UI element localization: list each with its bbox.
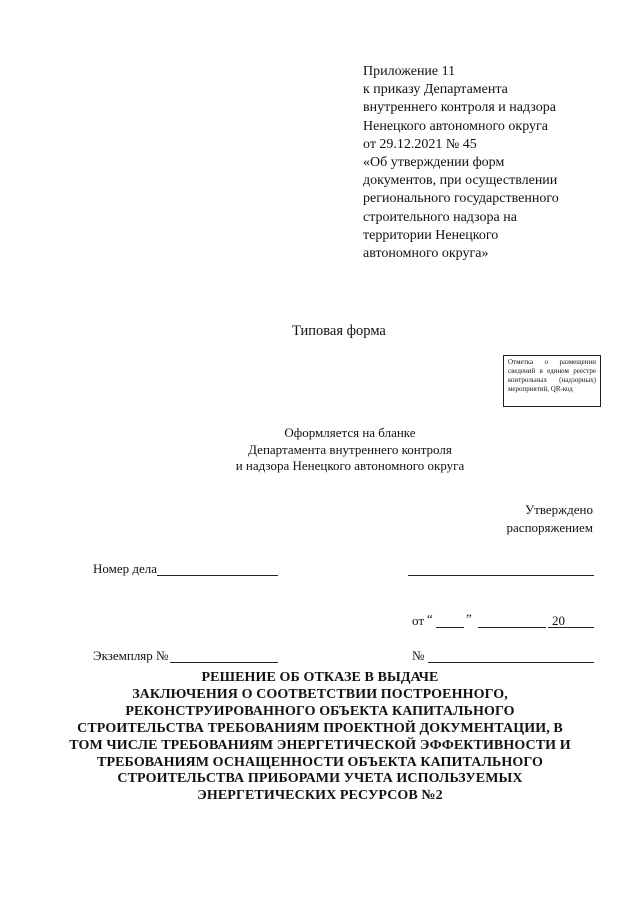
case-number-label: Номер дела xyxy=(93,561,158,576)
approved-line: Утверждено xyxy=(524,502,593,517)
approved-block xyxy=(470,501,593,536)
letterhead-line: и надзора Ненецкого автономного округа xyxy=(235,458,465,473)
appendix-line: «Об утверждении форм xyxy=(363,155,505,171)
appendix-line: Приложение 11 xyxy=(363,64,456,79)
title-line: ТОМ ЧИСЛЕ ТРЕБОВАНИЯМ ЭНЕРГЕТИЧЕСКОЙ ЭФФЕКТИВНОСТИ И xyxy=(69,737,571,753)
title-line: ТРЕБОВАНИЯМ ОСНАЩЕННОСТИ ОБЪЕКТА КАПИТАЛЬНОГО xyxy=(97,754,543,770)
appendix-line: регионального государственного xyxy=(363,191,559,207)
letterhead-line: Департамента внутреннего контроля xyxy=(248,441,452,457)
date-year-field[interactable] xyxy=(548,627,594,628)
letterhead-line: Оформляется на бланке xyxy=(284,425,416,440)
appendix-line: к приказу Департамента xyxy=(363,82,508,98)
appendix-line: документов, при осуществлении xyxy=(363,173,558,189)
letterhead-note xyxy=(200,425,500,475)
appendix-line: внутреннего контроля и надзора xyxy=(363,100,556,116)
copy-number-label: Экземпляр № xyxy=(93,648,169,663)
appendix-line: автономного округа» xyxy=(363,246,489,262)
title-line: РЕШЕНИЕ ОБ ОТКАЗЕ В ВЫДАЧЕ xyxy=(201,670,439,685)
title-line: СТРОИТЕЛЬСТВА ТРЕБОВАНИЯМ ПРОЕКТНОЙ ДОКУМЕНТАЦИИ, В xyxy=(77,720,563,736)
copy-number-field[interactable] xyxy=(170,662,278,663)
decision-number-field[interactable] xyxy=(428,662,594,663)
order-reference-field[interactable] xyxy=(408,575,594,576)
title-line: ЗАКЛЮЧЕНИЯ О СООТВЕТСТВИИ ПОСТРОЕННОГО, xyxy=(132,686,508,702)
appendix-line: строительного надзора на xyxy=(363,209,517,225)
approved-line: распоряжением xyxy=(506,519,593,535)
document-title xyxy=(60,670,580,805)
title-line: ЭНЕРГЕТИЧЕСКИХ РЕСУРСОВ №2 xyxy=(197,788,443,804)
date-from-label: от xyxy=(412,613,425,628)
form-type-label: Типовая форма xyxy=(292,323,386,339)
date-day-field[interactable] xyxy=(436,627,464,628)
number-label: № xyxy=(412,648,425,663)
year-prefix: 20 xyxy=(552,613,565,628)
title-line: РЕКОНСТРУИРОВАННОГО ОБЪЕКТА КАПИТАЛЬНОГО xyxy=(125,703,515,719)
title-line: СТРОИТЕЛЬСТВА ПРИБОРАМИ УЧЕТА ИСПОЛЬЗУЕМЫХ xyxy=(117,771,523,787)
quote-close: ” xyxy=(466,611,472,626)
date-month-field[interactable] xyxy=(478,627,546,628)
case-number-field[interactable] xyxy=(157,575,278,576)
appendix-line: Ненецкого автономного округа xyxy=(363,118,548,134)
quote-open: “ xyxy=(427,611,433,626)
appendix-block xyxy=(363,63,633,263)
appendix-line: от 29.12.2021 № 45 xyxy=(363,136,477,152)
qr-stamp-box: Отметка о размещении сведений в едином реестре контрольных (надзорных) мероприятий, QR-код xyxy=(503,355,601,407)
appendix-line: территории Ненецкого xyxy=(363,227,499,243)
